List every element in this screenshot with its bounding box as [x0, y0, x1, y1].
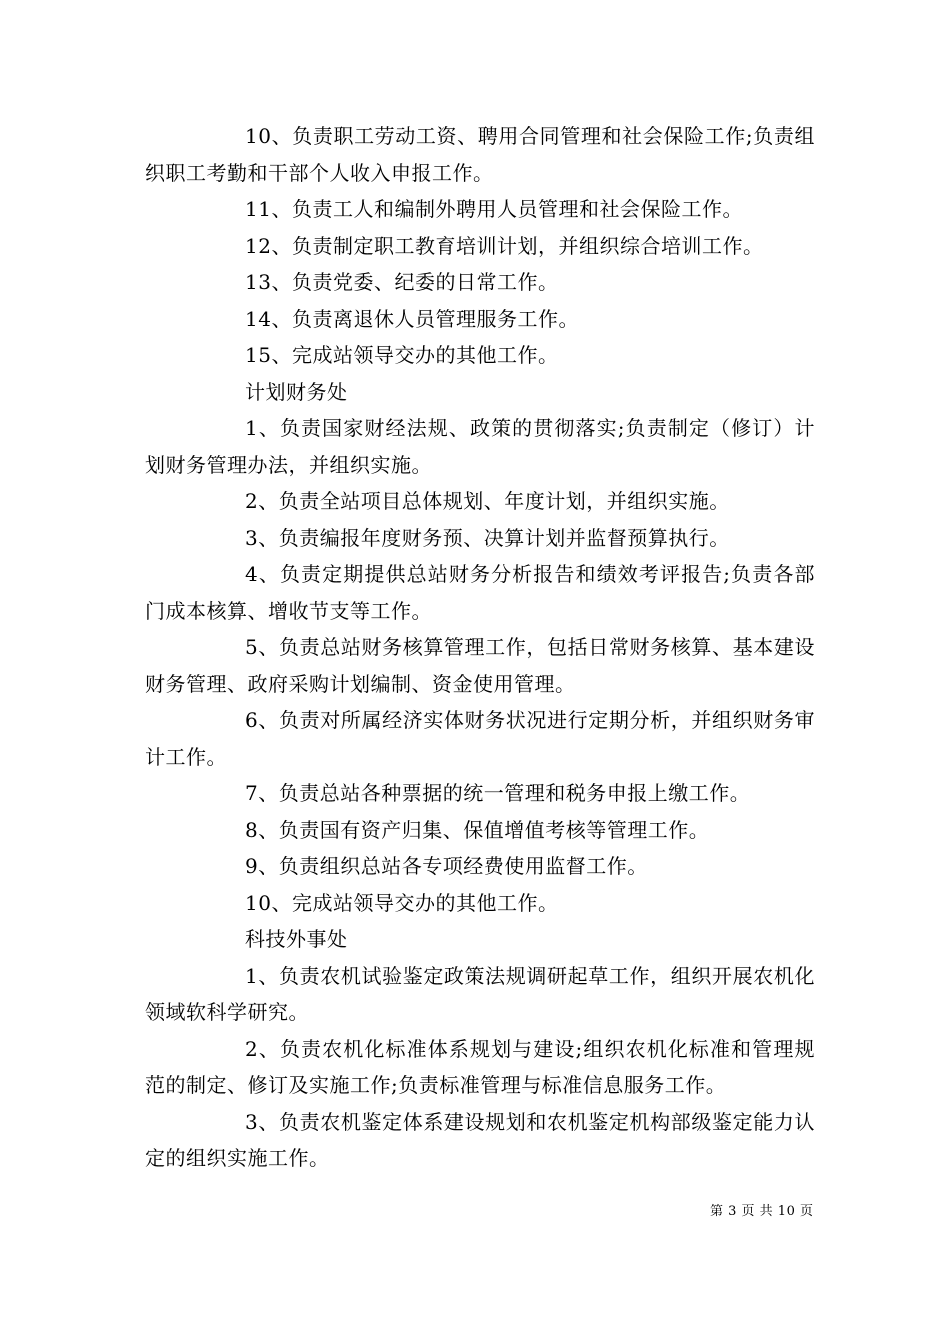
paragraph: 2、负责农机化标准体系规划与建设;组织农机化标准和管理规范的制定、修订及实施工作;负责标准管理与标准信息服务工作。 — [145, 1036, 815, 1097]
document-body — [145, 118, 815, 1177]
paragraph: 8、负责国有资产归集、保值增值考核等管理工作。 — [245, 817, 710, 842]
paragraph: 7、负责总站各种票据的统一管理和税务申报上缴工作。 — [245, 781, 751, 805]
paragraph: 3、负责农机鉴定体系建设规划和农机鉴定机构部级鉴定能力认定的组织实施工作。 — [145, 1109, 815, 1170]
paragraph: 5、负责总站财务核算管理工作，包括日常财务核算、基本建设财务管理、政府采购计划编制、资金使用管理。 — [145, 635, 815, 696]
paragraph: 10、负责职工劳动工资、聘用合同管理和社会保险工作;负责组织职工考勤和干部个人收入申报工作。 — [145, 124, 815, 185]
section-heading-finance: 计划财务处 — [245, 379, 348, 404]
paragraph: 2、负责全站项目总体规划、年度计划，并组织实施。 — [245, 489, 730, 513]
paragraph: 4、负责定期提供总站财务分析报告和绩效考评报告;负责各部门成本核算、增收节支等工作。 — [145, 562, 815, 623]
section-heading-tech-foreign-affairs: 科技外事处 — [245, 927, 348, 951]
paragraph: 13、负责党委、纪委的日常工作。 — [245, 270, 559, 294]
paragraph: 1、负责农机试验鉴定政策法规调研起草工作，组织开展农机化领域软科学研究。 — [145, 963, 815, 1024]
paragraph: 14、负责离退休人员管理服务工作。 — [245, 306, 579, 331]
paragraph: 9、负责组织总站各专项经费使用监督工作。 — [245, 854, 648, 878]
paragraph: 1、负责国家财经法规、政策的贯彻落实;负责制定（修订）计划财务管理办法，并组织实施。 — [145, 416, 815, 477]
paragraph: 6、负责对所属经济实体财务状况进行定期分析，并组织财务审计工作。 — [145, 708, 815, 769]
paragraph: 11、负责工人和编制外聘用人员管理和社会保险工作。 — [245, 197, 743, 221]
paragraph: 15、完成站领导交办的其他工作。 — [245, 343, 559, 367]
page-number-footer: 第 3 页 共 10 页 — [710, 1204, 814, 1219]
paragraph: 10、完成站领导交办的其他工作。 — [245, 890, 559, 915]
paragraph: 3、负责编报年度财务预、决算计划并监督预算执行。 — [245, 525, 730, 550]
paragraph: 12、负责制定职工教育培训计划，并组织综合培训工作。 — [245, 233, 764, 258]
